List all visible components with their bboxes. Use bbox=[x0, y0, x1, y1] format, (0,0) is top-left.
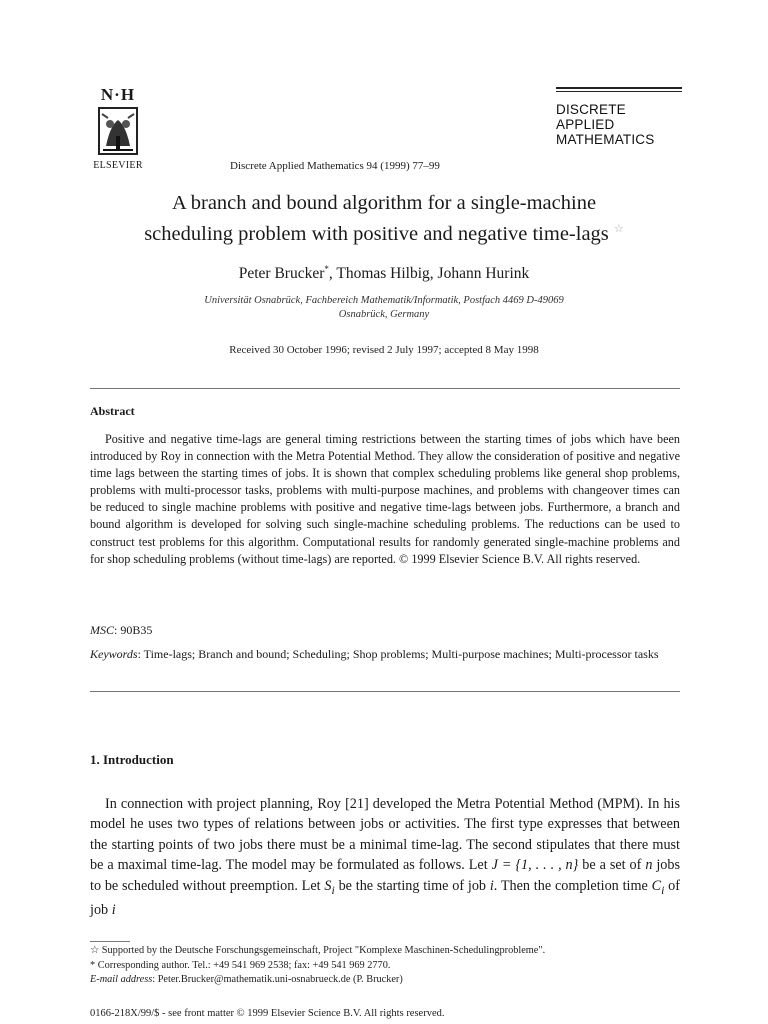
corresponding-mark: * bbox=[324, 264, 329, 274]
footnote-support: ☆ Supported by the Deutsche Forschungsgemeinschaft, Project "Komplexe Maschinen-Schedulingprobleme". bbox=[90, 945, 546, 956]
journal-citation: Discrete Applied Mathematics 94 (1999) 77–99 bbox=[230, 160, 440, 172]
intro-paragraph: In connection with project planning, Roy [21] developed the Metra Potential Method (MPM). In his model he uses two types of relations between jobs or activities. The first type expresses that between the starting points of two jobs there must be a minimal time-lag. The second stipulates that there must be a maximal time-lag. The model may be formulated as follows. Let J = {1, . . . , n} be a set of n jobs to be scheduled without preemption. Let $S_i$ be the starting time of job i. Then the completion time $C_i$ of job i bbox=[90, 796, 680, 918]
authors: Peter Brucker*, Thomas Hilbig, Johann Hurink bbox=[238, 264, 530, 283]
section-heading: 1. Introduction bbox=[90, 752, 174, 767]
footnote-email: E-mail address: Peter.Brucker@mathematik.uni-osnabrueck.de (P. Brucker) bbox=[90, 974, 403, 985]
divider bbox=[90, 691, 680, 692]
brand-rule bbox=[556, 91, 682, 92]
title-line: scheduling problem with positive and negative time-lags ☆ bbox=[144, 222, 624, 245]
publisher-name: ELSEVIER bbox=[93, 160, 143, 171]
received-dates: Received 30 October 1996; revised 2 July 1997; accepted 8 May 1998 bbox=[229, 344, 539, 356]
journal-name-line: APPLIED bbox=[556, 117, 615, 132]
nh-mark: N·H bbox=[100, 85, 136, 104]
abstract-text: Positive and negative time-lags are general timing restrictions between the starting times of jobs which have been introduced by Roy in connection with the Metra Potential Method. They allow the consideration of positive and negative time lags between the starting times of jobs. It is shown that complex scheduling problems like general shop problems, problems with multi-processor tasks, problems with multi-purpose machines, and problems with changeover times can be reduced to single machine problems with positive and negative time-lags between jobs. Furthermore, a branch and bound algorithm is developed for solving such single-machine scheduling problems. The reductions can be used to construct test problems for this algorithm. Computational results for randomly generated single-machine problems and for shop scheduling problems (without time-lags) are reported. © 1999 Elsevier Science B.V. All rights reserved. bbox=[90, 432, 680, 566]
journal-name-line: DISCRETE bbox=[556, 102, 626, 117]
footnotes bbox=[90, 944, 690, 988]
issn-line: 0166-218X/99/$ - see front matter © 1999 Elsevier Science B.V. All rights reserved. bbox=[90, 1008, 445, 1019]
journal-brand bbox=[556, 87, 682, 147]
title-footnote-mark: ☆ bbox=[613, 223, 624, 235]
divider bbox=[90, 388, 680, 389]
elsevier-tree-icon bbox=[96, 106, 140, 158]
brand-rule bbox=[556, 87, 682, 89]
msc-line: MSC: 90B35 bbox=[90, 623, 153, 637]
publisher-logo bbox=[86, 86, 150, 176]
affiliation: Universität Osnabrück, Fachbereich Mathematik/Informatik, Postfach 4469 D-49069 Osnabrück, Germany bbox=[204, 295, 564, 320]
keywords: Keywords: Time-lags; Branch and bound; Scheduling; Shop problems; Multi-purpose machines; Multi-processor tasks bbox=[90, 647, 659, 661]
paper-title bbox=[40, 190, 728, 247]
journal-name-line: MATHEMATICS bbox=[556, 132, 655, 147]
abstract-heading: Abstract bbox=[90, 404, 135, 418]
footnote-rule bbox=[90, 941, 130, 942]
footnote-corresponding: * Corresponding author. Tel.: +49 541 969 2538; fax: +49 541 969 2770. bbox=[90, 959, 391, 971]
title-line: A branch and bound algorithm for a single-machine bbox=[171, 192, 597, 214]
